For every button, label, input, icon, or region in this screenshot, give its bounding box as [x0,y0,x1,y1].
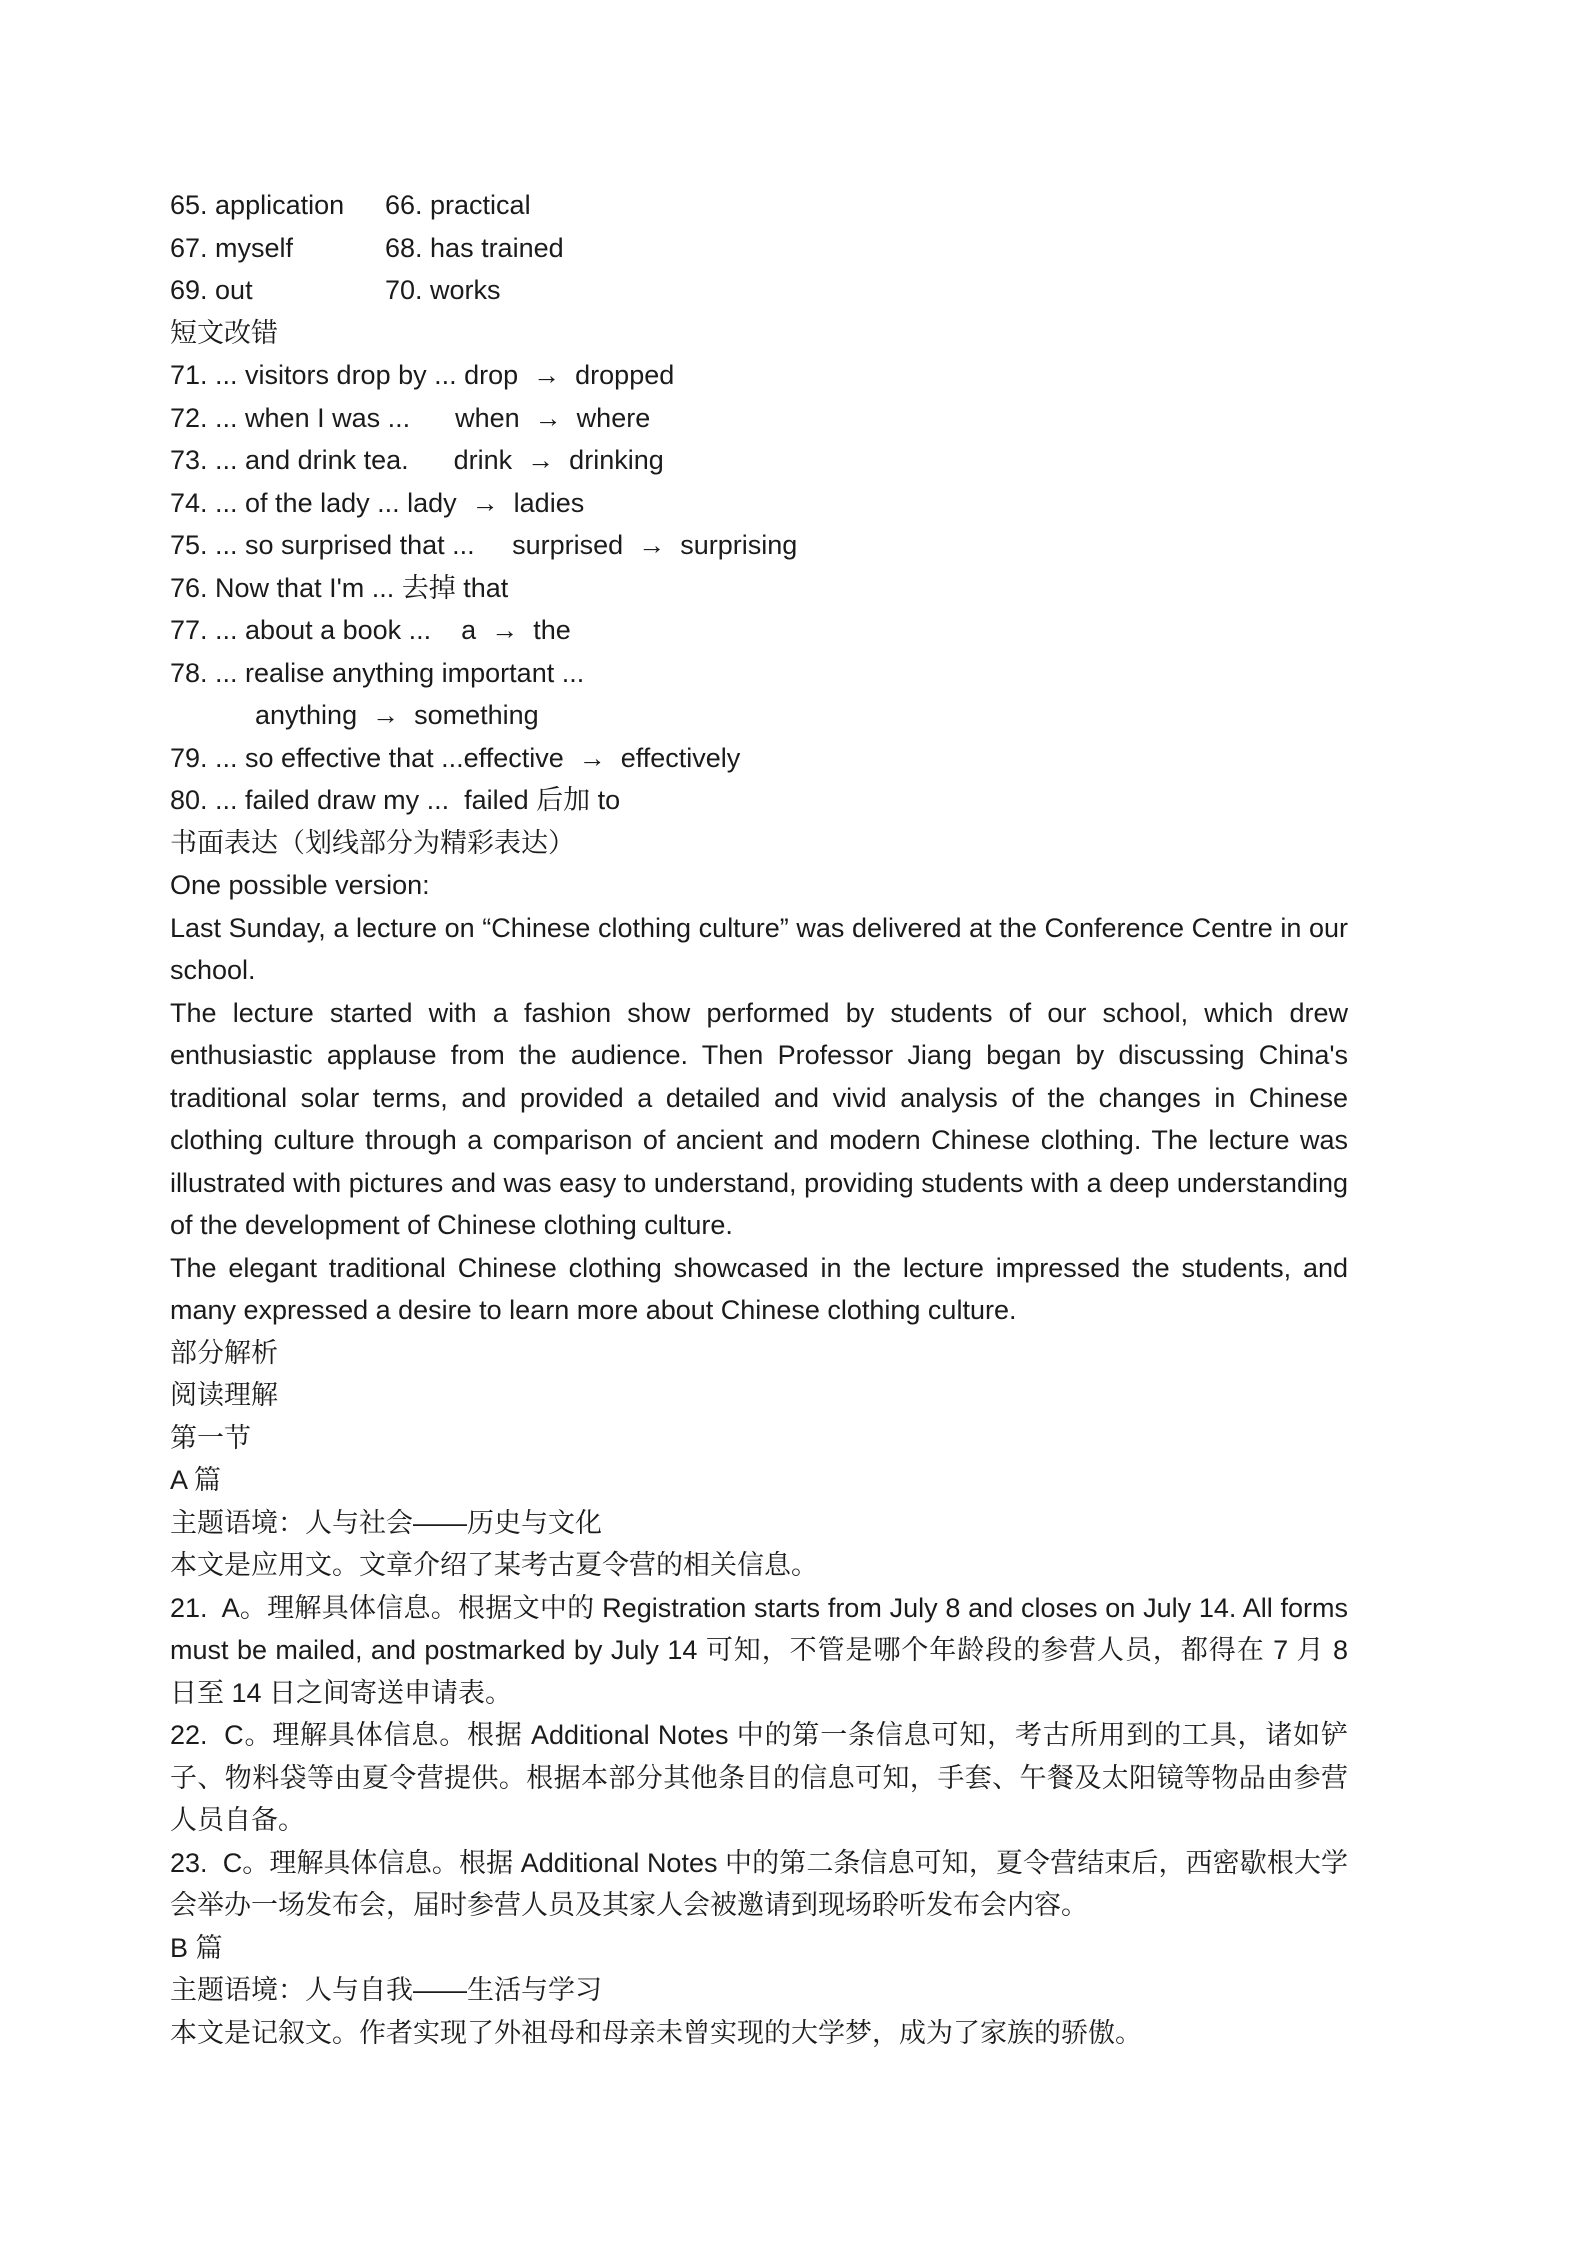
analysis-item-23: 23. C。理解具体信息。根据 Additional Notes 中的第二条信息可知，夏令营结束后，西密歇根大学会举办一场发布会，届时参营人员及其家人会被邀请到现场聆听发布会内容。 [170,1847,1348,1920]
correction-item-74: 74. ... of the lady ... lady → ladies [170,487,585,518]
answer-70: 70. works [385,275,501,305]
passage-b-title: B 篇 [170,1932,223,1963]
correction-item-76: 76. Now that I'm ... 去掉 that [170,572,509,603]
correction-item-80: 80. ... failed draw my ... failed 后加 to [170,785,621,815]
answer-69: 69. out [170,275,253,305]
writing-intro: One possible version: [170,870,430,900]
analysis-part-1: 第一节 [170,1422,251,1453]
section-heading-analysis: 部分解析 [170,1337,278,1368]
analysis-item-22: 22. C。理解具体信息。根据 Additional Notes 中的第一条信息可知，考古所用到的工具，诸如铲子、物料袋等由夏令营提供。根据本部分其他条目的信息可知，手套、午餐及太阳镜等物品由参营人员自备。 [170,1720,1348,1835]
answer-66: 66. practical [385,190,531,220]
essay-paragraph-3: The elegant traditional Chinese clothing showcased in the lecture impressed the students, and many expressed a desire to learn more about Chinese clothing culture. [170,1252,1348,1325]
answer-65: 65. application [170,190,345,220]
section-heading-writing: 书面表达（划线部分为精彩表达） [170,827,575,858]
correction-item-75: 75. ... so surprised that ... surprised → surprising [170,530,798,560]
document-content [170,184,1348,2054]
correction-item-77: 77. ... about a book ... a → the [170,615,571,645]
analysis-section-reading: 阅读理解 [170,1380,278,1410]
answer-67: 67. myself [170,232,294,263]
fill-answers-block [170,184,1348,312]
correction-item-79: 79. ... so effective that ...effective → effectively [170,742,741,773]
answer-row [170,269,1348,312]
correction-item-73: 73. ... and drink tea. drink → drinking [170,445,664,475]
essay-paragraph-2: The lecture started with a fashion show performed by students of our school, which drew enthusiastic applause from the audience. Then Professor Jiang began by discussing China's traditional solar terms, and provided a detailed and vivid analysis of the changes in Chinese clothing culture through a comparison of ancient and modern Chinese clothing. The lecture was illustrated with pictures and was easy to understand, providing students with a deep understanding of the development of Chinese clothing culture. [170,997,1348,1240]
passage-a-title: A 篇 [170,1465,222,1495]
correction-item-78: 78. ... realise anything important ... [170,657,585,688]
analysis-item-21: 21. A。理解具体信息。根据文中的 Registration starts from July 8 and closes on July 14. All forms must be mailed, and postmarked by July 14 可知，不管是哪个年龄段的参营人员，都得在 7 月 8 日至 14 日之间寄送申请表。 [170,1592,1348,1708]
passage-a-summary: 本文是应用文。文章介绍了某考古夏令营的相关信息。 [170,1550,818,1580]
answer-row [170,227,1348,270]
correction-item-78-continuation: anything → something [255,700,539,730]
answer-68: 68. has trained [385,232,564,263]
correction-item-72: 72. ... when I was ... when → where [170,402,651,433]
passage-a-theme: 主题语境：人与社会——历史与文化 [170,1507,602,1538]
correction-item-71: 71. ... visitors drop by ... drop → dropped [170,360,675,390]
essay-paragraph-1: Last Sunday, a lecture on “Chinese clothing culture” was delivered at the Conference Centre in our school. [170,912,1348,985]
passage-b-theme: 主题语境：人与自我——生活与学习 [170,1975,602,2005]
section-heading-error-correction: 短文改错 [170,317,278,348]
answer-row [170,184,1348,227]
passage-b-summary: 本文是记叙文。作者实现了外祖母和母亲未曾实现的大学梦，成为了家族的骄傲。 [170,2017,1142,2048]
